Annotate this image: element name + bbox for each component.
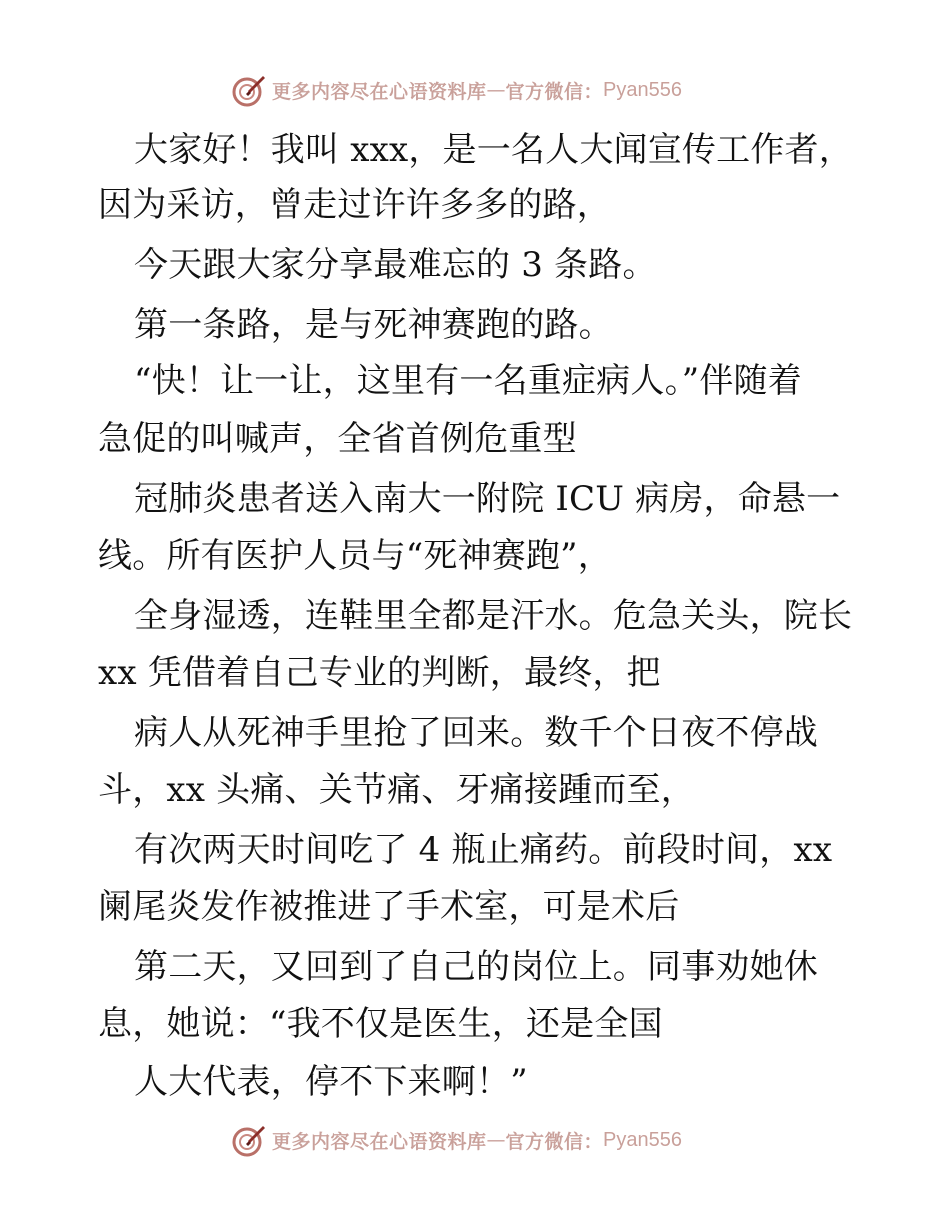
watermark-contact-label: 官方微信：	[505, 1130, 604, 1153]
body-line: 阑尾炎发作被推进了手术室，可是术后	[98, 887, 680, 927]
body-line: 线。所有医护人员与“死神赛跑”，	[98, 536, 612, 576]
body-line: 斗，xx 头痛、关节痛、牙痛接踵而至，	[98, 770, 695, 810]
body-line: 冠肺炎患者送入南大一附院 ICU 病房，命悬一	[134, 479, 841, 519]
body-line: 全身湿透，连鞋里全都是汗水。危急关头，院长	[134, 596, 853, 636]
body-line: 人大代表，停不下来啊！”	[134, 1062, 528, 1102]
quill-pen-logo-icon	[232, 1123, 266, 1157]
watermark-text: 更多内容尽在心语资料库	[272, 1130, 487, 1153]
body-line: 第一条路，是与死神赛跑的路。	[134, 305, 613, 345]
body-line: 有次两天时间吃了 4 瓶止痛药。前段时间，xx	[134, 830, 833, 870]
watermark-contact-id: Pyan556	[603, 1128, 682, 1151]
watermark-separator: —	[486, 79, 506, 101]
body-line: 息，她说：“我不仅是医生，还是全国	[98, 1004, 663, 1044]
footer-watermark	[232, 1122, 682, 1158]
body-line: “快！让一让，这里有一名重症病人。”伴随着	[134, 361, 802, 401]
body-line: 第二天，又回到了自己的岗位上。同事劝她休	[134, 947, 818, 987]
body-line: 大家好！我叫 xxx，是一名人大闻宣传工作者，	[134, 130, 853, 170]
body-line: 急促的叫喊声，全省首例危重型	[98, 419, 577, 459]
watermark-contact-label: 官方微信：	[505, 80, 604, 103]
body-line: 病人从死神手里抢了回来。数千个日夜不停战	[134, 713, 818, 753]
body-line: 因为采访，曾走过许许多多的路，	[98, 185, 611, 225]
watermark-separator: —	[486, 1129, 506, 1151]
body-line: xx 凭借着自己专业的判断，最终，把	[98, 653, 661, 693]
body-line: 今天跟大家分享最难忘的 3 条路。	[134, 245, 657, 285]
watermark-contact-id: Pyan556	[603, 78, 682, 101]
watermark-text: 更多内容尽在心语资料库	[272, 80, 487, 103]
